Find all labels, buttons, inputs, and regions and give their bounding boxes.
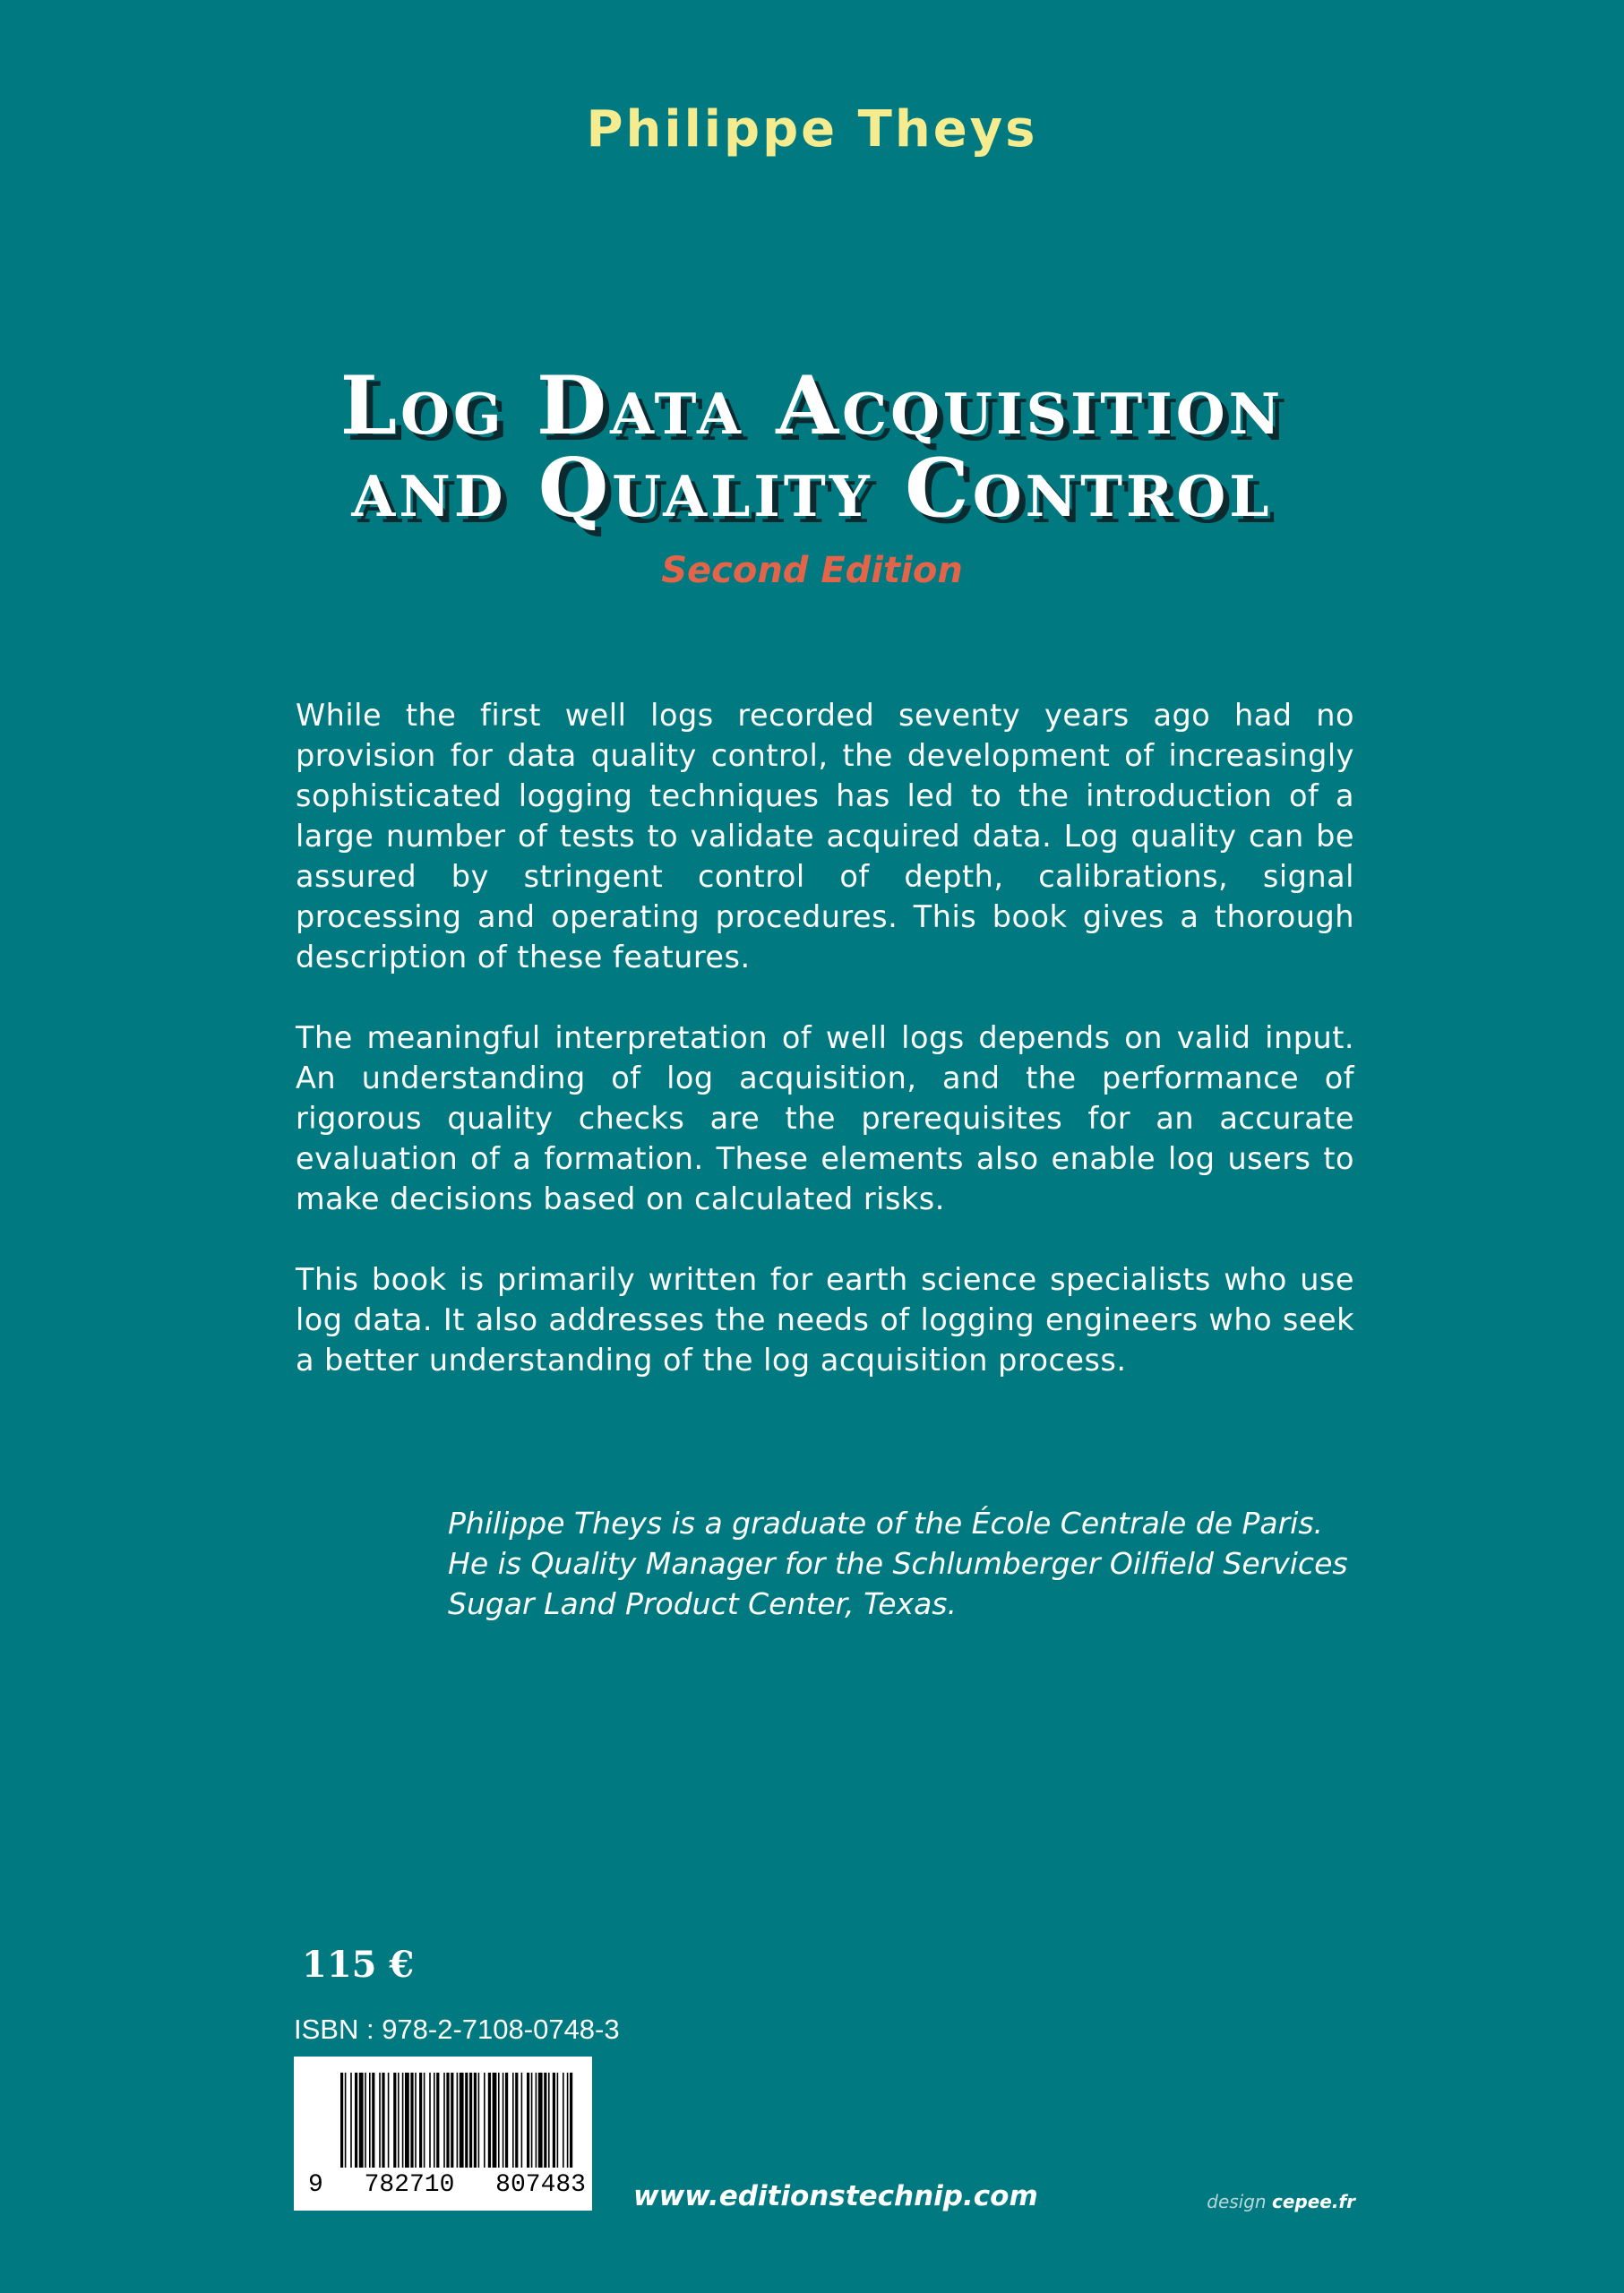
description-paragraph: The meaningful interpretation of well logs depends on valid input. An understanding of log acquisition, and the performance of rigorous quality checks are the prerequisites for an accurate evaluation of a formation. These elements also enable log users to make decisions based on calculated risks. [296,1020,1354,1216]
barcode-bar [505,2073,508,2168]
barcode-bar [410,2073,413,2168]
barcode-bar [488,2073,491,2168]
author-bio-line: Philippe Theys is a graduate of the École Centrale de Paris. [448,1506,1324,1541]
barcode-bar [372,2073,374,2168]
barcode-bar [563,2073,564,2168]
edition-label: Second Edition [661,550,963,591]
barcode-bar [365,2073,366,2168]
barcode-bar [465,2073,468,2168]
barcode-bar [415,2073,417,2168]
barcode-bar [379,2073,381,2168]
barcode-bar [548,2073,550,2168]
barcode-digit-group-2: 807483 [495,2171,586,2199]
barcode-bar [515,2073,518,2168]
isbn-label: ISBN : 978-2-7108-0748-3 [294,2014,620,2045]
barcode-bar [474,2073,477,2168]
barcode-bar [405,2073,409,2168]
barcode-bar [512,2073,514,2168]
barcode-bar [460,2073,464,2168]
barcode-bar [484,2073,485,2168]
author-bio-line: He is Quality Manager for the Schlumberger Oilfield Services [448,1546,1348,1581]
barcode-bar [355,2073,357,2168]
barcode-bar [478,2073,480,2168]
barcode-bar [469,2073,472,2168]
barcode-bar [382,2073,384,2168]
barcode-bar [402,2073,404,2168]
author-name: Philippe Theys [586,100,1038,159]
design-credit [1207,2191,1355,2212]
barcode-bar [503,2073,504,2168]
publisher-website: www.editionstechnip.com [633,2180,1038,2212]
barcode-bar [436,2073,439,2168]
barcode-bar [570,2073,572,2168]
barcode-digit-prefix: 9 [308,2171,323,2199]
barcode-bar [498,2073,500,2168]
barcode-bar [536,2073,537,2168]
barcode-bar [393,2073,396,2168]
barcode-bar [398,2073,400,2168]
barcode-bar [350,2073,352,2168]
book-title-line-1: Log Data Acquisition [339,358,1285,453]
barcode-bar [419,2073,422,2168]
barcode-bar [434,2073,435,2168]
price-label: 115 € [302,1944,415,1986]
barcode-bar [451,2073,453,2168]
barcode-bar [345,2073,347,2168]
barcode-bar [388,2073,390,2168]
author-bio [448,1503,1354,1624]
barcode-bar [493,2073,497,2168]
barcode-bar [429,2073,431,2168]
barcode-bar [544,2073,546,2168]
barcode-bar [531,2073,533,2168]
author-bio-line: Sugar Land Product Center, Texas. [448,1586,957,1621]
barcode-bar [446,2073,449,2168]
barcode-digits [308,2171,586,2199]
barcode-bar [340,2073,343,2168]
barcode-bar [443,2073,445,2168]
barcode [294,2057,592,2211]
barcode-bar [521,2073,523,2168]
barcode-bar [538,2073,543,2168]
barcode-bar [553,2073,555,2168]
book-title-line-2: and Quality Control [351,441,1273,536]
barcode-bar [527,2073,529,2168]
design-credit-name: cepee.fr [1271,2191,1355,2212]
barcode-bar [567,2073,569,2168]
book-description [296,695,1354,1421]
barcode-bar [359,2073,364,2168]
barcode-bar [369,2073,371,2168]
barcode-bar [424,2073,425,2168]
barcode-digit-group-1: 782710 [364,2171,455,2199]
barcode-bar [557,2073,559,2168]
design-label: design [1207,2191,1267,2212]
description-paragraph: This book is primarily written for earth science specialists who use log data. It also addresses the needs of logging engineers who seek a better understanding of the log acquisition process. [296,1262,1354,1378]
barcode-bar [457,2073,459,2168]
description-paragraph: While the first well logs recorded seventy years ago had no provision for data quality control, the development of increasingly sophisticated logging techniques has led to the introduction of a large number of tests to validate acquired data. Log quality can be assured by stringent control of depth, calibrations, signal processing and operating procedures. This book gives a thorough description of these features. [296,698,1354,975]
